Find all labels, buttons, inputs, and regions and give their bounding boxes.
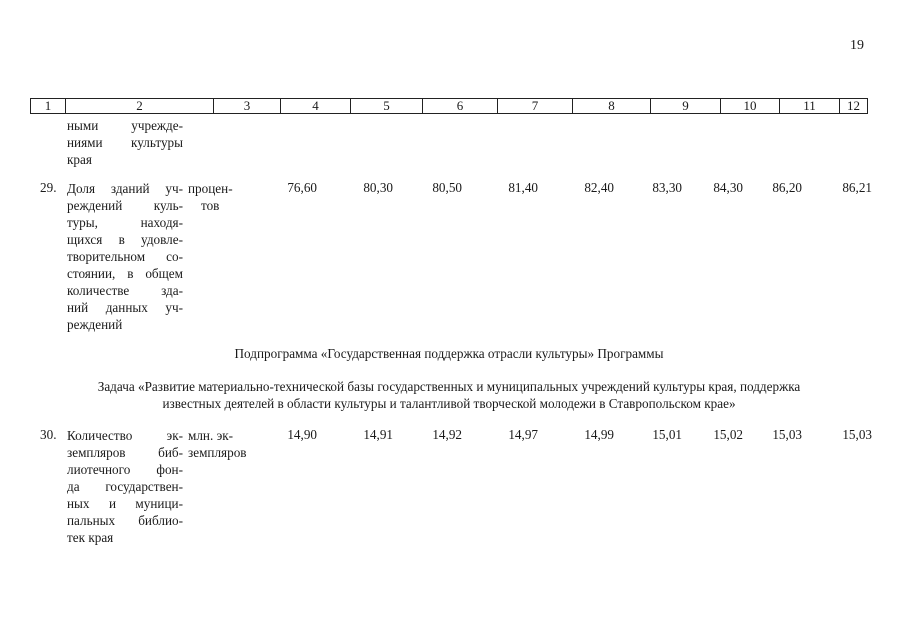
desc-line: да государствен- [67,479,183,494]
unit-line: процен- [188,181,233,196]
desc-line: щихся в удовле- [67,232,183,247]
table-header-row [30,98,868,114]
value-cell: 84,30 [713,180,743,195]
desc-line: реждений куль- [67,198,183,213]
unit-line: тов [201,198,220,213]
header-cell-5: 5 [350,99,422,113]
value-cell: 86,20 [772,180,802,195]
value-cell: 14,92 [432,427,462,442]
value-cell: 83,30 [652,180,682,195]
desc-line: Количество эк- [67,428,183,443]
row-number: 29. [40,180,57,195]
task-heading [30,378,868,412]
page-number: 19 [850,38,864,53]
header-cell-2: 2 [65,99,213,113]
value-cell: 14,91 [363,427,393,442]
indicator-description [67,180,183,333]
subprogram-heading: Подпрограмма «Государственная поддержка отрасли культуры» Программы [234,346,664,361]
header-cell-12: 12 [839,99,867,113]
value-cell: 15,03 [772,427,802,442]
unit-line: земпляров [188,445,247,460]
value-cell: 14,90 [287,427,317,442]
task-line: Задача «Развитие материально-технической базы государственных и муниципальных учреждений культуры края, поддержка [97,379,801,394]
value-cell: 14,99 [584,427,614,442]
header-cell-7: 7 [497,99,572,113]
value-cell: 80,30 [363,180,393,195]
header-cell-6: 6 [422,99,497,113]
header-cell-11: 11 [779,99,839,113]
desc-line: лиотечного фон- [67,462,183,477]
desc-line: Доля зданий уч- [67,181,183,196]
value-cell: 15,02 [713,427,743,442]
desc-line: ных и муници- [67,496,183,511]
desc-line: пальных библио- [67,513,183,528]
desc-line: ными учрежде- [67,118,183,133]
desc-line: стоянии, в общем [67,266,183,281]
unit-line: млн. эк- [188,428,234,443]
task-line: известных деятелей в области культуры и талантливой творческой молодежи в Ставропольском крае» [162,396,736,411]
desc-line: количестве зда- [67,283,183,298]
value-cell: 76,60 [287,180,317,195]
value-cell: 15,03 [842,427,872,442]
row-number: 30. [40,427,57,442]
header-cell-9: 9 [650,99,720,113]
unit-of-measure [188,180,233,214]
desc-line: земпляров биб- [67,445,183,460]
desc-line: творительном со- [67,249,183,264]
desc-line: тек края [67,530,114,545]
header-cell-1: 1 [44,98,52,113]
value-cell: 15,01 [652,427,682,442]
value-cell: 14,97 [508,427,538,442]
desc-line: края [67,152,92,167]
unit-of-measure [188,427,247,461]
value-cell: 80,50 [432,180,462,195]
value-cell: 86,21 [842,180,872,195]
header-cell-10: 10 [720,99,779,113]
desc-line: реждений [67,317,123,332]
desc-line: ний данных уч- [67,300,183,315]
value-cell: 82,40 [584,180,614,195]
value-cell: 81,40 [508,180,538,195]
indicator-description [67,427,183,546]
header-cell-3: 3 [213,99,280,113]
continued-description [67,117,183,168]
header-cell-4: 4 [280,99,350,113]
header-cell-8: 8 [572,99,650,113]
desc-line: ниями культуры [67,135,183,150]
desc-line: туры, находя- [67,215,183,230]
